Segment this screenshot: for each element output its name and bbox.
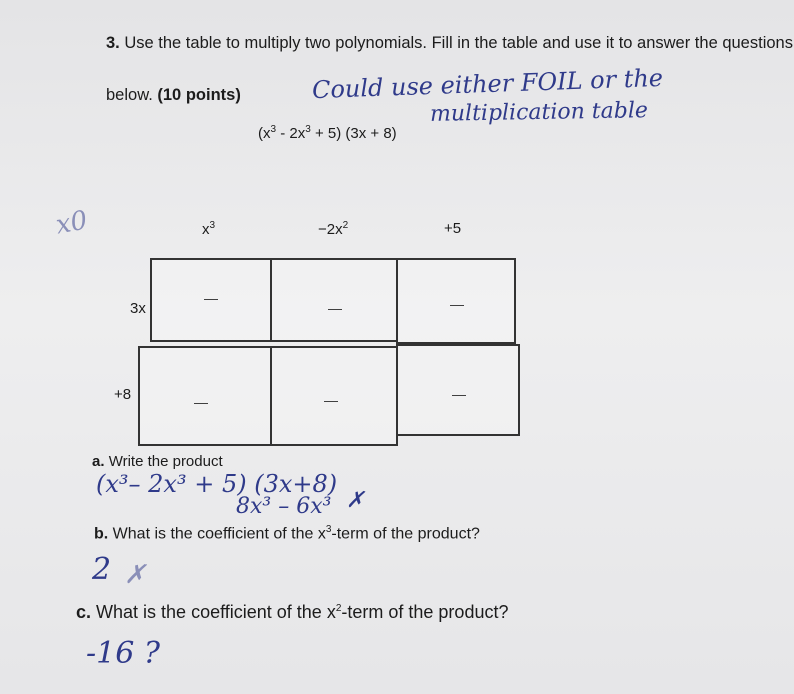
part-c-text-post: -term of the product? (341, 602, 509, 622)
question-points: (10 points) (157, 86, 241, 104)
part-c-exp: 2 (335, 603, 342, 614)
question-number: 3. (106, 34, 120, 52)
question-text (106, 34, 793, 53)
cell-blank: — (324, 392, 338, 408)
cell-blank: — (204, 290, 218, 306)
table-cell-r2c1[interactable] (138, 346, 272, 446)
part-c-answer: -16 ? (86, 636, 160, 671)
expr-part2: - 2x (276, 125, 306, 142)
part-a-prompt (92, 453, 223, 470)
expr-exp1: 3 (270, 124, 277, 135)
polynomial-expression (258, 124, 397, 142)
table-cell-r1c3[interactable] (396, 258, 516, 344)
expr-part1: (x (258, 125, 271, 142)
col3-base: +5 (444, 220, 462, 237)
handwritten-note-line1: Could use either FOIL or the (311, 63, 664, 105)
part-b-mark: ✗ (124, 560, 146, 590)
question-line2: below. (106, 86, 153, 104)
table-cell-r1c1[interactable] (150, 258, 272, 342)
handwritten-note-line2: multiplication table (429, 98, 649, 127)
col2-exp: 2 (342, 220, 349, 231)
margin-mark: x0 (53, 205, 90, 241)
table-cell-r1c2[interactable] (270, 258, 398, 342)
expr-part3: + 5) (3x + 8) (310, 125, 397, 142)
part-c-text-pre: What is the coefficient of the x (96, 602, 336, 622)
part-a-answer-line1: (x³– 2x³ + 5) (3x+8) (96, 470, 338, 498)
column-header-3 (444, 220, 461, 237)
part-b-prompt (94, 524, 480, 543)
cell-blank: — (452, 386, 466, 402)
cell-blank: — (328, 300, 342, 316)
part-a-answer-line2: 8x³ – 6x³ (236, 494, 332, 519)
col2-base: −2x (318, 221, 343, 238)
column-header-1 (202, 220, 215, 238)
col1-exp: 3 (209, 220, 216, 231)
part-c-label: c. (76, 602, 92, 622)
expr-exp2: 3 (305, 124, 311, 135)
row-header-1: 3x (130, 300, 146, 317)
part-a-mark: ✗ (346, 488, 365, 513)
question-line2-row (106, 86, 241, 105)
part-b-answer: 2 (92, 552, 112, 587)
part-b-exp: 3 (325, 524, 332, 535)
cell-blank: — (194, 394, 208, 410)
column-header-2 (318, 220, 348, 238)
part-b-label: b. (94, 525, 109, 543)
part-b-text-pre: What is the coefficient of the x (112, 525, 326, 543)
part-b-text-post: -term of the product? (331, 525, 480, 543)
table-cell-r2c3[interactable] (396, 344, 520, 436)
table-cell-r2c2[interactable] (270, 346, 398, 446)
col1-base: x (202, 221, 210, 238)
part-a-text: Write the product (108, 453, 223, 470)
cell-blank: — (450, 296, 464, 312)
part-c-prompt (76, 602, 508, 623)
question-line1: Use the table to multiply two polynomials. Fill in the table and use it to answer the questions (124, 34, 793, 52)
part-a-label: a. (92, 453, 105, 470)
row-header-2: +8 (114, 386, 132, 403)
